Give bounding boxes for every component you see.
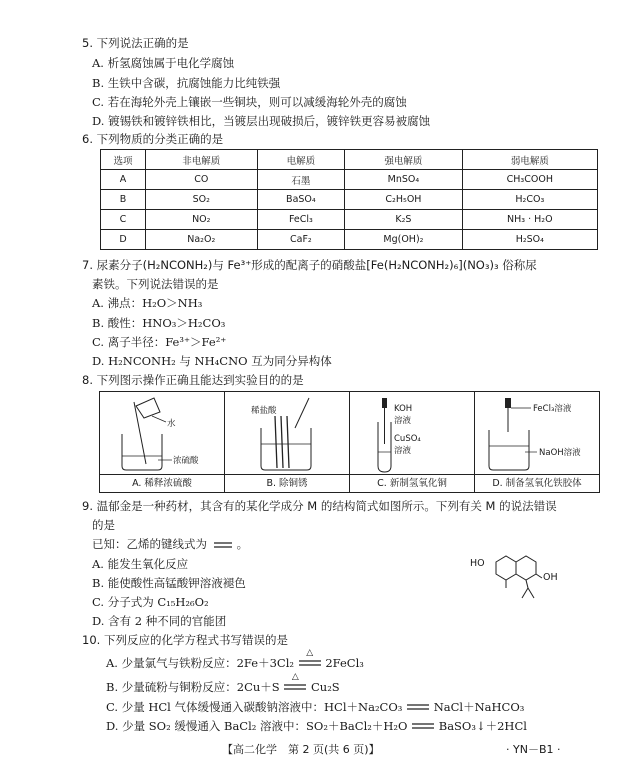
q10-option-d bbox=[106, 719, 527, 734]
q9-option-a: A. 能发生氧化反应 bbox=[92, 557, 189, 571]
q9-option-d: D. 含有 2 种不同的官能团 bbox=[92, 614, 227, 628]
q7-option-b: B. 酸性：HNO₃＞H₂CO₃ bbox=[92, 316, 226, 330]
table-cell: CaF₂ bbox=[257, 230, 345, 250]
table-cell: Mg(OH)₂ bbox=[345, 230, 462, 250]
panel-b bbox=[225, 392, 350, 492]
heating-arrow bbox=[298, 648, 322, 671]
table-cell: D bbox=[101, 230, 146, 250]
heating-condition: △ bbox=[306, 648, 314, 658]
q7-option-a: A. 沸点：H₂O＞NH₃ bbox=[92, 296, 203, 310]
q7-option-c: C. 离子半径：Fe³⁺＞Fe²⁺ bbox=[92, 335, 227, 349]
table-header: 非电解质 bbox=[146, 150, 258, 170]
table-cell: B bbox=[101, 190, 146, 210]
heating-arrow bbox=[283, 672, 307, 695]
experiment-panels bbox=[99, 391, 600, 493]
q7-stem-line1: 7. 尿素分子(H₂NCONH₂)与 Fe³⁺形成的配离子的硝酸盐[Fe(H₂NCONH₂)₆](NO₃)₃ 俗称尿 bbox=[82, 258, 537, 272]
molecule-label-oh: OH bbox=[543, 572, 558, 583]
q7-stem-line2: 素铁。下列说法错误的是 bbox=[92, 277, 219, 291]
panel-a-label-acid: 浓硫酸 bbox=[173, 456, 199, 466]
table-cell: K₂S bbox=[345, 210, 462, 230]
table-cell: C₂H₅OH bbox=[345, 190, 462, 210]
table-cell: H₂CO₃ bbox=[462, 190, 597, 210]
q10-option-a-reactants: A. 少量氯气与铁粉反应：2Fe＋3Cl₂ bbox=[106, 656, 294, 670]
table-cell: NO₂ bbox=[146, 210, 258, 230]
q9-option-b: B. 能使酸性高锰酸钾溶液褪色 bbox=[92, 576, 246, 590]
panel-c-caption: C. 新制氢氧化铜 bbox=[350, 474, 474, 492]
table-cell: CH₃COOH bbox=[462, 170, 597, 190]
q10-option-b-products: Cu₂S bbox=[310, 680, 340, 694]
table-cell: NH₃ · H₂O bbox=[462, 210, 597, 230]
panel-c-label-koh: KOH bbox=[394, 404, 413, 414]
table-cell: H₂SO₄ bbox=[462, 230, 597, 250]
beaker-icon bbox=[225, 392, 349, 474]
q10-option-c-reactants: C. 少量 HCl 气体缓慢通入碳酸钠溶液中：HCl＋Na₂CO₃ bbox=[106, 700, 403, 714]
molecule-label-ho: HO bbox=[470, 558, 485, 569]
q5-option-d: D. 镀锡铁和镀锌铁相比，当镀层出现破损后，镀锌铁更容易被腐蚀 bbox=[92, 114, 431, 128]
panel-d-label-fecl3: FeCl₃溶液 bbox=[533, 404, 572, 414]
table-header: 强电解质 bbox=[345, 150, 462, 170]
q10-option-a-products: 2FeCl₃ bbox=[325, 656, 364, 670]
panel-c bbox=[350, 392, 475, 492]
panel-d-label-naoh: NaOH溶液 bbox=[539, 448, 581, 458]
table-header: 电解质 bbox=[257, 150, 345, 170]
q7-option-d: D. H₂NCONH₂ 与 NH₄CNO 互为同分异构体 bbox=[92, 354, 332, 368]
table-cell: BaSO₄ bbox=[257, 190, 345, 210]
q10-option-c bbox=[106, 700, 524, 715]
table-cell: MnSO₄ bbox=[345, 170, 462, 190]
table-header-row bbox=[101, 150, 598, 170]
q9-option-c: C. 分子式为 C₁₅H₂₆O₂ bbox=[92, 595, 209, 609]
q5-option-c: C. 若在海轮外壳上镶嵌一些铜块，则可以减缓海轮外壳的腐蚀 bbox=[92, 95, 407, 109]
q8-stem: 8. 下列图示操作正确且能达到实验目的的是 bbox=[82, 373, 304, 387]
q10-option-c-products: NaCl＋NaHCO₃ bbox=[433, 700, 525, 714]
paper-code: · YN－B1 · bbox=[506, 743, 561, 756]
dilution-apparatus-icon bbox=[100, 392, 224, 474]
panel-c-label-cuso4: CuSO₄ bbox=[394, 434, 421, 444]
q10-option-a bbox=[106, 648, 364, 671]
q6-stem: 6. 下列物质的分类正确的是 bbox=[82, 132, 224, 146]
heating-condition: △ bbox=[291, 672, 299, 682]
equals-sign-icon bbox=[406, 703, 430, 711]
q9-note: 已知：乙烯的键线式为 。 bbox=[92, 537, 249, 551]
q5-stem: 5. 下列说法正确的是 bbox=[82, 36, 189, 50]
table-row bbox=[101, 210, 598, 230]
q5-option-a: A. 析氢腐蚀属于电化学腐蚀 bbox=[92, 56, 235, 70]
q9-stem-line2: 的是 bbox=[92, 518, 115, 532]
table-cell: A bbox=[101, 170, 146, 190]
q10-option-b bbox=[106, 672, 340, 695]
table-cell: 石墨 bbox=[257, 170, 345, 190]
table-cell: FeCl₃ bbox=[257, 210, 345, 230]
panel-c-label-solution2: 溶液 bbox=[394, 446, 412, 456]
panel-b-caption: B. 除铜锈 bbox=[225, 474, 349, 492]
q9-note-text: 已知：乙烯的键线式为 bbox=[92, 537, 207, 551]
table-header: 选项 bbox=[101, 150, 146, 170]
page-footer: 【高二化学 第 2 页(共 6 页)】 bbox=[222, 743, 380, 756]
molecule-m-structure bbox=[470, 552, 570, 615]
q10-stem: 10. 下列反应的化学方程式书写错误的是 bbox=[82, 633, 288, 647]
panel-a bbox=[100, 392, 225, 492]
table-row bbox=[101, 170, 598, 190]
equals-sign-icon bbox=[411, 722, 435, 730]
table-header: 弱电解质 bbox=[462, 150, 597, 170]
q5-option-b: B. 生铁中含碳，抗腐蚀能力比纯铁强 bbox=[92, 76, 281, 90]
q9-stem-line1: 9. 温郁金是一种药材，其含有的某化学成分 M 的结构简式如图所示。下列有关 M 的说法错误 bbox=[82, 499, 557, 513]
panel-a-caption: A. 稀释浓硫酸 bbox=[100, 474, 224, 492]
classification-table bbox=[100, 149, 598, 250]
table-cell: CO bbox=[146, 170, 258, 190]
panel-c-label-solution1: 溶液 bbox=[394, 416, 412, 426]
ethylene-bond-line-icon bbox=[211, 540, 237, 550]
table-cell: C bbox=[101, 210, 146, 230]
q10-option-d-reactants: D. 少量 SO₂ 缓慢通入 BaCl₂ 溶液中：SO₂＋BaCl₂＋H₂O bbox=[106, 719, 408, 733]
table-row bbox=[101, 230, 598, 250]
panel-d-caption: D. 制备氢氧化铁胶体 bbox=[475, 474, 599, 492]
q10-option-d-products: BaSO₃↓＋2HCl bbox=[438, 719, 527, 733]
panel-d bbox=[475, 392, 599, 492]
q10-option-b-reactants: B. 少量硫粉与铜粉反应：2Cu＋S bbox=[106, 680, 280, 694]
panel-a-label-water: 水 bbox=[167, 419, 176, 429]
table-cell: Na₂O₂ bbox=[146, 230, 258, 250]
table-cell: SO₂ bbox=[146, 190, 258, 210]
table-row bbox=[101, 190, 598, 210]
panel-b-label-hcl: 稀盐酸 bbox=[251, 406, 277, 416]
